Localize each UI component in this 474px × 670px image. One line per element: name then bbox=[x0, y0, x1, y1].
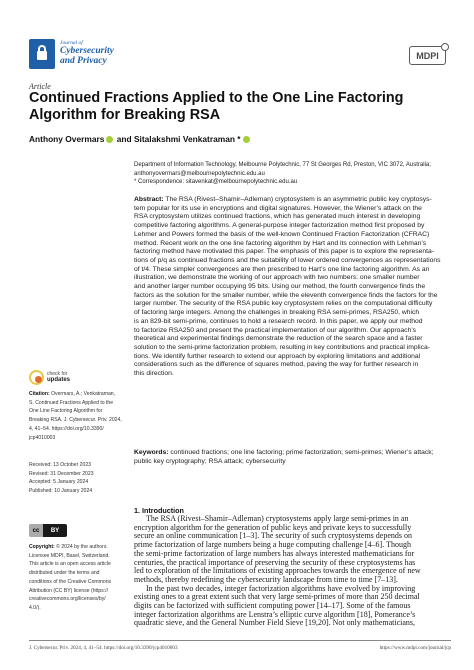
abstract-line: tem popular for its use in encryptions and digital signatures. However, the Wiener’s attack on the bbox=[134, 204, 422, 212]
citation-line: S. Continued Fractions Applied to the bbox=[29, 399, 114, 406]
lock-body bbox=[37, 51, 47, 60]
citation-block bbox=[29, 390, 129, 442]
copyright-text: © 2024 by the authors. bbox=[56, 544, 108, 550]
license-link[interactable]: creativecommons.org/licenses/by/ bbox=[29, 596, 106, 603]
license-link[interactable]: 4.0/). bbox=[29, 604, 41, 611]
copyright-block bbox=[29, 543, 129, 613]
keywords bbox=[134, 449, 451, 466]
article-type: Article bbox=[29, 82, 51, 91]
mdpi-logo[interactable] bbox=[409, 46, 446, 65]
citation-label: Citation: bbox=[29, 391, 50, 397]
copyright-line: Licensee MDPI, Basel, Switzerland. bbox=[29, 552, 110, 559]
affiliation-block bbox=[134, 161, 454, 187]
cc-license-badge[interactable] bbox=[29, 524, 69, 537]
journal-name-line2: and Privacy bbox=[60, 55, 107, 66]
check-updates-text bbox=[47, 371, 70, 383]
abstract-line: considerations such as the difference of squares method, paving the way for further research in bbox=[134, 361, 419, 369]
check-for-updates-badge[interactable] bbox=[29, 370, 89, 386]
journal-name-line1: Cybersecurity bbox=[60, 45, 114, 56]
check-updates-line1: check for bbox=[47, 371, 68, 377]
dates-block bbox=[29, 461, 129, 496]
keywords-text: continued fractions; one line factoring; prime factorization; semi-primes; Wiener’s attack; bbox=[170, 449, 434, 456]
abstract-line: of t/4. These simpler convergences are then prescribed to Hart’s one line factoring algorithm. As an bbox=[134, 265, 430, 273]
abstract-line: factoring method have motivated this paper. The emphasis of this paper is to explore the representa- bbox=[134, 248, 435, 256]
abstract bbox=[134, 196, 451, 379]
keywords-label: Keywords: bbox=[134, 449, 169, 456]
date-received: Received: 13 October 2023 bbox=[29, 462, 92, 468]
abstract-line: is an 829-bit semi-prime, continues to hold a research record. In this paper, we apply our method bbox=[134, 317, 423, 325]
cc-icon: cc bbox=[29, 524, 43, 537]
paper-title bbox=[29, 90, 449, 124]
abstract-line: theoretical and experimental findings demonstrate the reduction of the search space and a faster bbox=[134, 335, 423, 343]
journal-of: Journal of bbox=[60, 40, 83, 46]
citation-doi[interactable]: jcp4010003 bbox=[29, 434, 56, 441]
footer-divider bbox=[29, 640, 451, 641]
body-line: In the past two decades, integer factorization algorithms have evolved by improving bbox=[146, 583, 416, 593]
body-line: quadratic sieve, and the General Number Field Sieve [19,20]. Not only mathematicians, bbox=[134, 618, 416, 628]
body-line: prime factorization of large numbers being a huge computing challenge [4–6]. Though bbox=[134, 540, 411, 550]
license-link[interactable]: Attribution (CC BY) license (https:// bbox=[29, 587, 108, 594]
abstract-line: and another larger number occupying 95 bits. Using our method, the fourth convergence finds the bbox=[134, 283, 426, 291]
copyright-line: distributed under the terms and bbox=[29, 570, 100, 577]
abstract-line: this direction. bbox=[134, 370, 174, 378]
abstract-line: solution to the semi-prime factorization problem, resulting in key contributions and practical implica- bbox=[134, 343, 431, 351]
copyright-line: conditions of the Creative Commons bbox=[29, 578, 112, 585]
abstract-line: tions of p/q as continued fractions and the suitability of lower ordered convergences as representations bbox=[134, 256, 441, 264]
date-revised: Revised: 31 December 2023 bbox=[29, 470, 94, 477]
orcid-icon[interactable] bbox=[106, 136, 113, 143]
footer-citation[interactable]: J. Cybersecur. Priv. 2024, 4, 41–54. https://doi.org/10.3390/jcp4010003 bbox=[29, 645, 178, 651]
title-line: Continued Fractions Applied to the One Line Factoring bbox=[29, 90, 404, 106]
check-updates-line2: updates bbox=[47, 377, 71, 383]
body-line: secure an online communication [1–3]. The security of such cryptosystems depends on bbox=[134, 531, 413, 541]
check-updates-dot bbox=[35, 376, 42, 383]
abstract-line: to factorize RSA250 and present the practical implementation of our algorithm. Our approach’s bbox=[134, 326, 417, 334]
citation-doi[interactable]: 4, 41–54. https://doi.org/10.3390/ bbox=[29, 425, 104, 432]
copyright-label: Copyright: bbox=[29, 544, 55, 550]
citation-line bbox=[29, 390, 129, 399]
introduction-body bbox=[134, 515, 451, 628]
citation-line: One Line Factoring Algorithm for bbox=[29, 408, 103, 415]
abstract-line: RSA cryptosystem utilizes continued fractions, which has generated much interest in developing bbox=[134, 213, 421, 221]
section-heading: 1. Introduction bbox=[134, 506, 184, 515]
copyright-line bbox=[29, 543, 129, 552]
body-line: The RSA (Rivest–Shamir–Adleman) cryptosystems apply large semi-primes in an bbox=[146, 514, 409, 523]
body-line: led to exploration of the limitations of existing approaches towards the emergence of new bbox=[134, 566, 421, 576]
date-accepted: Accepted: 5 January 2024 bbox=[29, 479, 89, 486]
author-name[interactable]: and Sitalakshmi Venkatraman bbox=[116, 134, 235, 144]
date-published: Published: 10 January 2024 bbox=[29, 488, 93, 495]
orcid-icon[interactable] bbox=[243, 136, 250, 143]
abstract-line: larger number. The security of the RSA public key cryptosystem relies on the computational difficulty bbox=[134, 300, 433, 308]
journal-logo bbox=[29, 39, 55, 69]
correspondence-marker: * bbox=[237, 134, 241, 144]
author-list bbox=[29, 134, 251, 144]
body-line: existing ones to a great extent such that very large semi-primes of more than 250 decimal bbox=[134, 592, 420, 602]
citation-line: Breaking RSA. J. Cybersecur. Priv. 2024, bbox=[29, 417, 122, 424]
citation-text: Overmars, A.; Venkatraman, bbox=[51, 391, 116, 397]
cc-by-icon: BY bbox=[43, 524, 67, 537]
body-line: integer factorization algorithms are Lenstra’s elliptic curve algorithm [18], Pomerance’s bbox=[134, 609, 416, 619]
body-line: centuries, the practical importance of preserving the security of these cryptosystems has bbox=[134, 557, 416, 567]
title-line: Algorithm for Breaking RSA bbox=[29, 107, 221, 123]
abstract-line bbox=[134, 196, 451, 205]
body-line: digits can be factorized with sufficient computing power [14–17]. Some of the famous bbox=[134, 601, 411, 611]
keywords-line bbox=[134, 449, 451, 458]
abstract-line: method. Recent work on the one line factoring algorithm by Hart and its connection with Lehman’s bbox=[134, 239, 427, 247]
journal-title[interactable] bbox=[60, 41, 180, 67]
author-name[interactable]: Anthony Overmars bbox=[29, 134, 105, 144]
abstract-line: factors as the solution for the smaller number, while the eleventh convergence finds the factors for the bbox=[134, 291, 438, 299]
abstract-line: tions. We identify further research to extend our approach by exploring limitations and additional bbox=[134, 352, 421, 360]
abstract-line: of factoring large integers. Among the challenges in breaking RSA semi-primes, RSA250, which bbox=[134, 309, 420, 317]
mdpi-label: MDPI bbox=[416, 50, 439, 61]
mdpi-dot-icon bbox=[441, 43, 449, 51]
affiliation-line: Department of Information Technology, Melbourne Polytechnic, 77 St Georges Rd, Preston, VIC 3072, Australia; bbox=[134, 162, 431, 168]
body-line: the semi-prime factorization of large numbers has always interested mathematicians for bbox=[134, 548, 415, 558]
body-line: methods, thereby redefining the cybersecurity landscape from time to time [7–13]. bbox=[134, 574, 398, 584]
keywords-line: public key cryptography; RSA attack; cybersecurity bbox=[134, 457, 286, 465]
body-line: encryption algorithm for the generation of public keys and private keys to successfully bbox=[134, 522, 412, 532]
abstract-line: Lehmer and Powers formed the basis of the well-known Continued Fraction Factorization (CFRAC) bbox=[134, 230, 430, 238]
footer-journal-link[interactable]: https://www.mdpi.com/journal/jcp bbox=[379, 645, 451, 651]
affiliation-email[interactable]: anthonyovermars@melbournepolytechnic.edu.au bbox=[134, 170, 265, 177]
abstract-text: The RSA (Rivest–Shamir–Adleman) cryptosystem is an asymmetric public key cryptosys- bbox=[165, 196, 432, 203]
copyright-line: This article is an open access article bbox=[29, 561, 111, 568]
check-updates-icon bbox=[29, 370, 44, 385]
abstract-label: Abstract: bbox=[134, 196, 164, 203]
abstract-line: competitive factoring algorithms. A general-purpose integer factorization method first proposed by bbox=[134, 222, 425, 230]
abstract-line: illustration, we demonstrate the working of our approach with two numbers: one smaller number bbox=[134, 274, 420, 282]
correspondence-line[interactable]: * Correspondence: sitavenkat@melbournepolytechnic.edu.au bbox=[134, 179, 298, 185]
